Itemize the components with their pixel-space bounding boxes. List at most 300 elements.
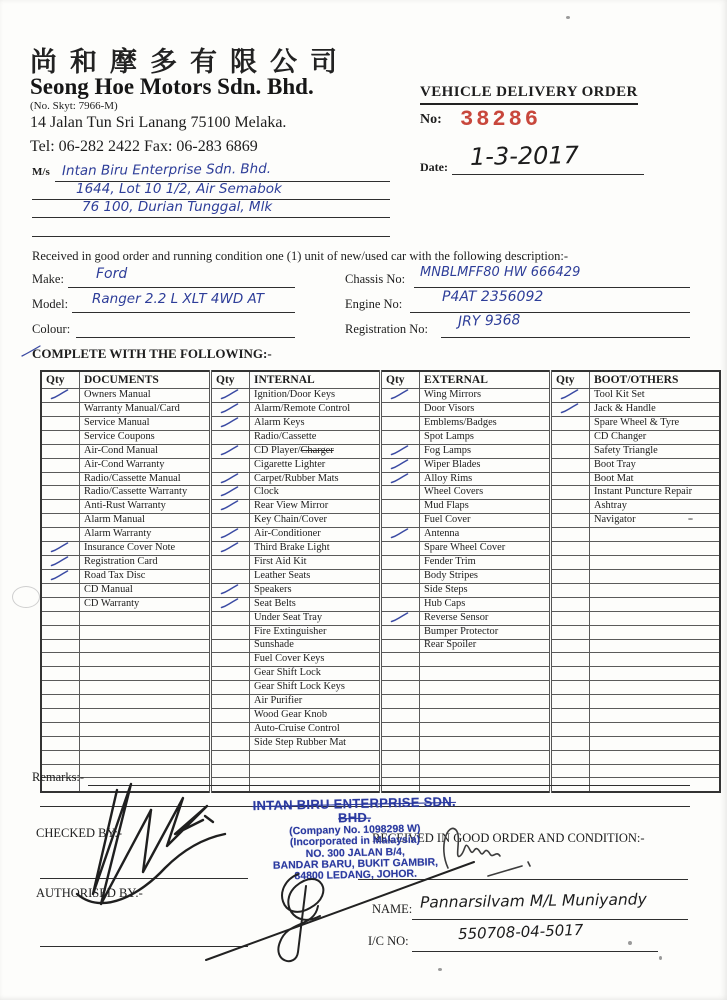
qty-cell — [551, 722, 590, 736]
check-mark-icon — [390, 445, 409, 456]
qty-cell — [381, 444, 420, 458]
make-handwritten: Ford — [96, 266, 128, 282]
qty-cell — [381, 639, 420, 653]
qty-cell — [211, 444, 250, 458]
checklist-item-label: Boot Mat — [590, 472, 721, 486]
checklist-item-label — [80, 695, 211, 709]
check-mark-icon — [390, 528, 409, 539]
chassis-label: Chassis No: — [345, 272, 406, 286]
qty-cell — [211, 653, 250, 667]
qty-cell — [551, 639, 590, 653]
stray-pen-mark — [20, 344, 42, 358]
qty-cell — [381, 583, 420, 597]
checklist-item-label: Antenna — [420, 528, 551, 542]
qty-cell — [551, 542, 590, 556]
qty-cell — [381, 556, 420, 570]
checklist-item-label: Ignition/Door Keys — [250, 389, 381, 403]
qty-cell — [551, 695, 590, 709]
document-title: VEHICLE DELIVERY ORDER — [420, 84, 638, 105]
checklist-item-label: Fuel Cover Keys — [250, 653, 381, 667]
check-mark-icon — [220, 542, 239, 553]
checklist-item-label: Alarm Keys — [250, 416, 381, 430]
qty-cell — [211, 458, 250, 472]
checklist-item-label — [590, 556, 721, 570]
date-handwritten: 1-3-2017 — [469, 141, 580, 171]
qty-cell — [381, 625, 420, 639]
checklist-item-label — [420, 667, 551, 681]
struck-text: Charger — [300, 444, 334, 456]
checklist-row — [41, 569, 720, 583]
customer-address1-handwritten: 1644, Lot 10 1/2, Air Semabok — [76, 181, 282, 197]
qty-cell — [381, 708, 420, 722]
colour-line — [76, 337, 295, 338]
qty-cell — [41, 681, 80, 695]
qty-cell — [41, 528, 80, 542]
checklist-item-label — [420, 695, 551, 709]
check-mark-icon — [560, 403, 579, 414]
checklist-item-label: First Aid Kit — [250, 556, 381, 570]
checklist-item-label — [80, 750, 211, 764]
checklist-item-label: Emblems/Badges — [420, 416, 551, 430]
checklist-item-label — [80, 611, 211, 625]
check-mark-icon — [220, 389, 239, 400]
checklist-item-label: Service Manual — [80, 416, 211, 430]
checklist-item-label: Spare Wheel & Tyre — [590, 416, 721, 430]
checklist-item-label: Jack & Handle — [590, 402, 721, 416]
qty-cell — [551, 625, 590, 639]
remarks-label: Remarks:- — [32, 770, 85, 784]
checklist-item-label: Rear View Mirror — [250, 500, 381, 514]
check-mark-icon — [390, 389, 409, 400]
qty-cell — [551, 736, 590, 750]
checklist-item-label: Gear Shift Lock Keys — [250, 681, 381, 695]
checklist-item-label — [80, 722, 211, 736]
registration-label: Registration No: — [345, 322, 428, 336]
qty-cell — [211, 708, 250, 722]
qty-cell — [41, 416, 80, 430]
scan-speck — [438, 968, 442, 971]
checklist-item-label — [590, 750, 721, 764]
order-no-label: No: — [420, 112, 442, 127]
qty-cell — [41, 500, 80, 514]
checklist-item-label — [590, 681, 721, 695]
qty-cell — [41, 569, 80, 583]
checklist-item-label: Clock — [250, 486, 381, 500]
checklist-item-label: Radio/Cassette Warranty — [80, 486, 211, 500]
checklist-item-label: Side Step Rubber Mat — [250, 736, 381, 750]
checklist-item-label — [590, 528, 721, 542]
qty-cell — [41, 653, 80, 667]
checklist-item-label — [590, 736, 721, 750]
scan-speck — [688, 518, 693, 520]
checklist-item-label — [590, 639, 721, 653]
qty-cell — [551, 514, 590, 528]
checklist-item-label — [80, 667, 211, 681]
qty-cell — [41, 736, 80, 750]
qty-cell — [551, 389, 590, 403]
qty-cell — [381, 681, 420, 695]
checklist-row — [41, 486, 720, 500]
checklist-item-label — [590, 764, 721, 778]
checklist-item-label: Safety Triangle — [590, 444, 721, 458]
checklist-item-label — [250, 750, 381, 764]
company-registration-no: (No. Skyt: 7966-M) — [30, 100, 118, 112]
checklist-item-label — [590, 583, 721, 597]
model-label: Model: — [32, 297, 69, 311]
qty-cell — [41, 402, 80, 416]
checklist-item-label: Seat Belts — [250, 597, 381, 611]
customer-line-3 — [32, 217, 390, 218]
engine-label: Engine No: — [345, 297, 403, 311]
checklist-row — [41, 681, 720, 695]
customer-line-4 — [32, 236, 390, 237]
ic-no-handwritten: 550708-04-5017 — [457, 920, 584, 944]
checklist-item-label — [590, 597, 721, 611]
qty-cell — [381, 695, 420, 709]
checklist-item-label — [80, 639, 211, 653]
qty-cell — [211, 569, 250, 583]
stamp-address-2: BANDAR BARU, BUKIT GAMBIR, — [272, 856, 439, 872]
qty-cell — [381, 542, 420, 556]
checklist-item-label: Service Coupons — [80, 430, 211, 444]
qty-cell — [551, 402, 590, 416]
checklist-item-label: Anti-Rust Warranty — [80, 500, 211, 514]
checklist-item-label: Cigarette Lighter — [250, 458, 381, 472]
qty-cell — [41, 556, 80, 570]
checklist-row — [41, 653, 720, 667]
checklist-row — [41, 528, 720, 542]
qty-cell — [41, 722, 80, 736]
qty-cell — [381, 472, 420, 486]
checklist-item-label — [420, 708, 551, 722]
checklist-table — [40, 370, 721, 793]
qty-cell — [551, 472, 590, 486]
qty-cell — [381, 653, 420, 667]
chassis-handwritten: MNBLMFF80 HW 666429 — [420, 265, 581, 280]
qty-column-header: Qty — [551, 371, 590, 389]
checklist-item-label: Road Tax Disc — [80, 569, 211, 583]
checklist-row — [41, 500, 720, 514]
check-mark-icon — [50, 570, 69, 581]
scan-speck — [659, 956, 662, 960]
checklist-item-label — [590, 667, 721, 681]
qty-cell — [41, 708, 80, 722]
engine-line — [410, 312, 690, 313]
scan-speck — [628, 941, 632, 945]
check-mark-icon — [220, 500, 239, 511]
make-label: Make: — [32, 272, 64, 286]
group-header-internal: INTERNAL — [250, 371, 381, 389]
qty-cell — [41, 625, 80, 639]
checklist-item-label: CD Manual — [80, 583, 211, 597]
qty-cell — [211, 750, 250, 764]
qty-cell — [211, 611, 250, 625]
checklist-row — [41, 736, 720, 750]
qty-cell — [381, 486, 420, 500]
qty-cell — [551, 750, 590, 764]
check-mark-icon — [220, 417, 239, 428]
checklist-item-label — [590, 611, 721, 625]
check-mark-icon — [560, 389, 579, 400]
checklist-item-label — [590, 569, 721, 583]
check-mark-icon — [50, 389, 69, 400]
qty-cell — [381, 722, 420, 736]
checklist-item-label: Registration Card — [80, 556, 211, 570]
qty-cell — [381, 402, 420, 416]
customer-label: M/s — [32, 166, 50, 178]
checklist-item-label: Key Chain/Cover — [250, 514, 381, 528]
company-tel-fax: Tel: 06-282 2422 Fax: 06-283 6869 — [30, 138, 258, 155]
checklist-item-label: Body Stripes — [420, 569, 551, 583]
make-line — [68, 287, 295, 288]
received-signature — [430, 816, 550, 886]
qty-cell — [211, 597, 250, 611]
checklist-item-label: Ashtray — [590, 500, 721, 514]
qty-cell — [211, 430, 250, 444]
chassis-line — [414, 287, 690, 288]
qty-cell — [211, 500, 250, 514]
engine-handwritten: P4AT 2356092 — [442, 289, 544, 305]
checklist-row — [41, 458, 720, 472]
received-statement: Received in good order and running condition one (1) unit of new/used car with the following description:- — [32, 249, 568, 263]
registration-handwritten: JRY 9368 — [457, 312, 521, 330]
stamp-company-no: (Company No. 1098298 W) — [289, 822, 421, 838]
checklist-item-label: Air Purifier — [250, 695, 381, 709]
qty-cell — [211, 695, 250, 709]
group-header-documents: DOCUMENTS — [80, 371, 211, 389]
stamp-address-3: 84800 LEDANG, JOHOR. — [294, 868, 418, 883]
customer-name-handwritten: Intan Biru Enterprise Sdn. Bhd. — [61, 160, 272, 180]
checklist-item-label: Wheel Covers — [420, 486, 551, 500]
qty-cell — [41, 750, 80, 764]
qty-cell — [41, 430, 80, 444]
qty-cell — [381, 430, 420, 444]
check-mark-icon — [220, 473, 239, 484]
checklist-item-label — [590, 653, 721, 667]
check-mark-icon — [390, 473, 409, 484]
checklist-item-label: Wing Mirrors — [420, 389, 551, 403]
stamp-incorporated: (Incorporated in Malaysia) — [289, 834, 421, 849]
received-condition-label: RECEIVED IN GOOD ORDER AND CONDITION:- — [372, 831, 645, 845]
qty-cell — [211, 514, 250, 528]
qty-cell — [211, 542, 250, 556]
checklist-header — [41, 371, 720, 389]
date-line — [452, 174, 644, 175]
qty-cell — [551, 430, 590, 444]
company-name-chinese: 尚和摩多有限公司 — [30, 47, 350, 77]
qty-cell — [211, 639, 250, 653]
qty-cell — [41, 486, 80, 500]
qty-cell — [211, 528, 250, 542]
qty-column-header: Qty — [41, 371, 80, 389]
qty-cell — [211, 472, 250, 486]
check-mark-icon — [390, 459, 409, 470]
qty-cell — [381, 514, 420, 528]
checklist-row — [41, 444, 720, 458]
checklist-item-label: Fire Extinguisher — [250, 625, 381, 639]
checklist-item-label — [420, 653, 551, 667]
check-mark-icon — [220, 584, 239, 595]
qty-cell — [41, 639, 80, 653]
checklist-item-label: Spare Wheel Cover — [420, 542, 551, 556]
check-mark-icon — [220, 598, 239, 609]
checklist-item-label: Wiper Blades — [420, 458, 551, 472]
qty-cell — [551, 444, 590, 458]
checklist-row — [41, 695, 720, 709]
qty-cell — [551, 583, 590, 597]
checklist-item-label — [80, 625, 211, 639]
checklist-item-label: Auto-Cruise Control — [250, 722, 381, 736]
qty-cell — [41, 472, 80, 486]
checklist-item-label: Fender Trim — [420, 556, 551, 570]
checklist-item-label: Alloy Rims — [420, 472, 551, 486]
qty-cell — [211, 416, 250, 430]
checklist-row — [41, 722, 720, 736]
qty-cell — [211, 625, 250, 639]
group-header-external: EXTERNAL — [420, 371, 551, 389]
checklist-item-label — [80, 736, 211, 750]
checked-by-label: CHECKED BY:- — [36, 826, 123, 840]
checklist-row — [41, 750, 720, 764]
qty-cell — [41, 542, 80, 556]
name-label: NAME: — [372, 902, 413, 916]
stamp-company-name: INTAN BIRU ENTERPRISE SDN. BHD. — [252, 793, 457, 826]
checklist-item-label: Air-Cond Warranty — [80, 458, 211, 472]
qty-cell — [211, 722, 250, 736]
checklist-row — [41, 389, 720, 403]
qty-cell — [211, 736, 250, 750]
checklist-item-label — [80, 681, 211, 695]
checklist-row — [41, 597, 720, 611]
checklist-row — [41, 430, 720, 444]
registration-line — [441, 337, 690, 338]
qty-cell — [41, 667, 80, 681]
qty-cell — [381, 500, 420, 514]
checklist-item-label: Door Visors — [420, 402, 551, 416]
name-handwritten: Pannarsilvam M/L Muniyandy — [419, 890, 647, 912]
checklist-item-label — [590, 695, 721, 709]
checklist-item-label: Fuel Cover — [420, 514, 551, 528]
check-mark-icon — [50, 542, 69, 553]
qty-cell — [551, 611, 590, 625]
checklist-item-label: Reverse Sensor — [420, 611, 551, 625]
qty-cell — [211, 681, 250, 695]
checklist-row — [41, 625, 720, 639]
ic-no-label: I/C NO: — [368, 934, 409, 948]
checklist-row — [41, 542, 720, 556]
qty-cell — [551, 458, 590, 472]
order-no-value: 38286 — [460, 107, 542, 132]
checklist-item-label — [420, 750, 551, 764]
checklist-item-label: Side Steps — [420, 583, 551, 597]
checklist-item-label: Bumper Protector — [420, 625, 551, 639]
checklist-row — [41, 708, 720, 722]
checklist-item-label: Tool Kit Set — [590, 389, 721, 403]
checklist-item-label: Radio/Cassette — [250, 430, 381, 444]
qty-cell — [551, 708, 590, 722]
qty-cell — [41, 695, 80, 709]
qty-cell — [41, 611, 80, 625]
checklist-item-label — [80, 653, 211, 667]
qty-cell — [211, 402, 250, 416]
complete-heading: COMPLETE WITH THE FOLLOWING:- — [32, 346, 272, 361]
qty-cell — [381, 528, 420, 542]
check-mark-icon — [390, 612, 409, 623]
colour-label: Colour: — [32, 322, 71, 336]
checklist-item-label: Carpet/Rubber Mats — [250, 472, 381, 486]
checklist-item-label: Mud Flaps — [420, 500, 551, 514]
checklist-item-label: Leather Seats — [250, 569, 381, 583]
model-handwritten: Ranger 2.2 L XLT 4WD AT — [92, 291, 265, 307]
qty-cell — [551, 667, 590, 681]
qty-cell — [381, 597, 420, 611]
checklist-item-label: CD Changer — [590, 430, 721, 444]
qty-cell — [551, 764, 590, 778]
checklist-item-label: CD Player/Charger — [250, 444, 381, 458]
qty-cell — [551, 653, 590, 667]
checklist-row — [41, 472, 720, 486]
qty-cell — [211, 486, 250, 500]
qty-cell — [381, 611, 420, 625]
date-label: Date: — [420, 160, 448, 174]
qty-cell — [381, 736, 420, 750]
checklist-row — [41, 514, 720, 528]
checklist-item-label: Alarm Manual — [80, 514, 211, 528]
qty-cell — [211, 389, 250, 403]
checklist-item-label — [590, 625, 721, 639]
qty-cell — [381, 389, 420, 403]
qty-cell — [551, 528, 590, 542]
checklist-item-label: Warranty Manual/Card — [80, 402, 211, 416]
checklist-item-label: Insurance Cover Note — [80, 542, 211, 556]
qty-column-header: Qty — [211, 371, 250, 389]
check-mark-icon — [220, 486, 239, 497]
qty-cell — [381, 764, 420, 778]
qty-cell — [551, 486, 590, 500]
checklist-row — [41, 402, 720, 416]
checklist-item-label: Boot Tray — [590, 458, 721, 472]
checklist-item-label: Fog Lamps — [420, 444, 551, 458]
qty-cell — [381, 569, 420, 583]
checklist-item-label: Alarm Warranty — [80, 528, 211, 542]
checklist-item-label: Third Brake Light — [250, 542, 381, 556]
checklist-item-label — [590, 708, 721, 722]
checklist-item-label: Radio/Cassette Manual — [80, 472, 211, 486]
qty-cell — [41, 597, 80, 611]
checklist-item-label — [590, 722, 721, 736]
qty-cell — [41, 583, 80, 597]
checklist-item-label: Wood Gear Knob — [250, 708, 381, 722]
checklist-item-label — [420, 722, 551, 736]
qty-cell — [381, 416, 420, 430]
model-line — [72, 312, 295, 313]
checklist-row — [41, 639, 720, 653]
group-header-boot-others: BOOT/OTHERS — [590, 371, 721, 389]
checklist-item-label — [420, 736, 551, 750]
checklist-item-label: Instant Puncture Repair — [590, 486, 721, 500]
checklist-item-label: Rear Spoiler — [420, 639, 551, 653]
checklist-row — [41, 583, 720, 597]
scan-fold-mark — [12, 586, 40, 608]
checklist-row — [41, 416, 720, 430]
qty-cell — [381, 458, 420, 472]
customer-address2-handwritten: 76 100, Durian Tunggal, Mlk — [82, 199, 273, 215]
qty-cell — [41, 514, 80, 528]
qty-cell — [381, 750, 420, 764]
checklist-item-label: Alarm/Remote Control — [250, 402, 381, 416]
checklist-item-label: Spot Lamps — [420, 430, 551, 444]
checklist-item-label: Gear Shift Lock — [250, 667, 381, 681]
